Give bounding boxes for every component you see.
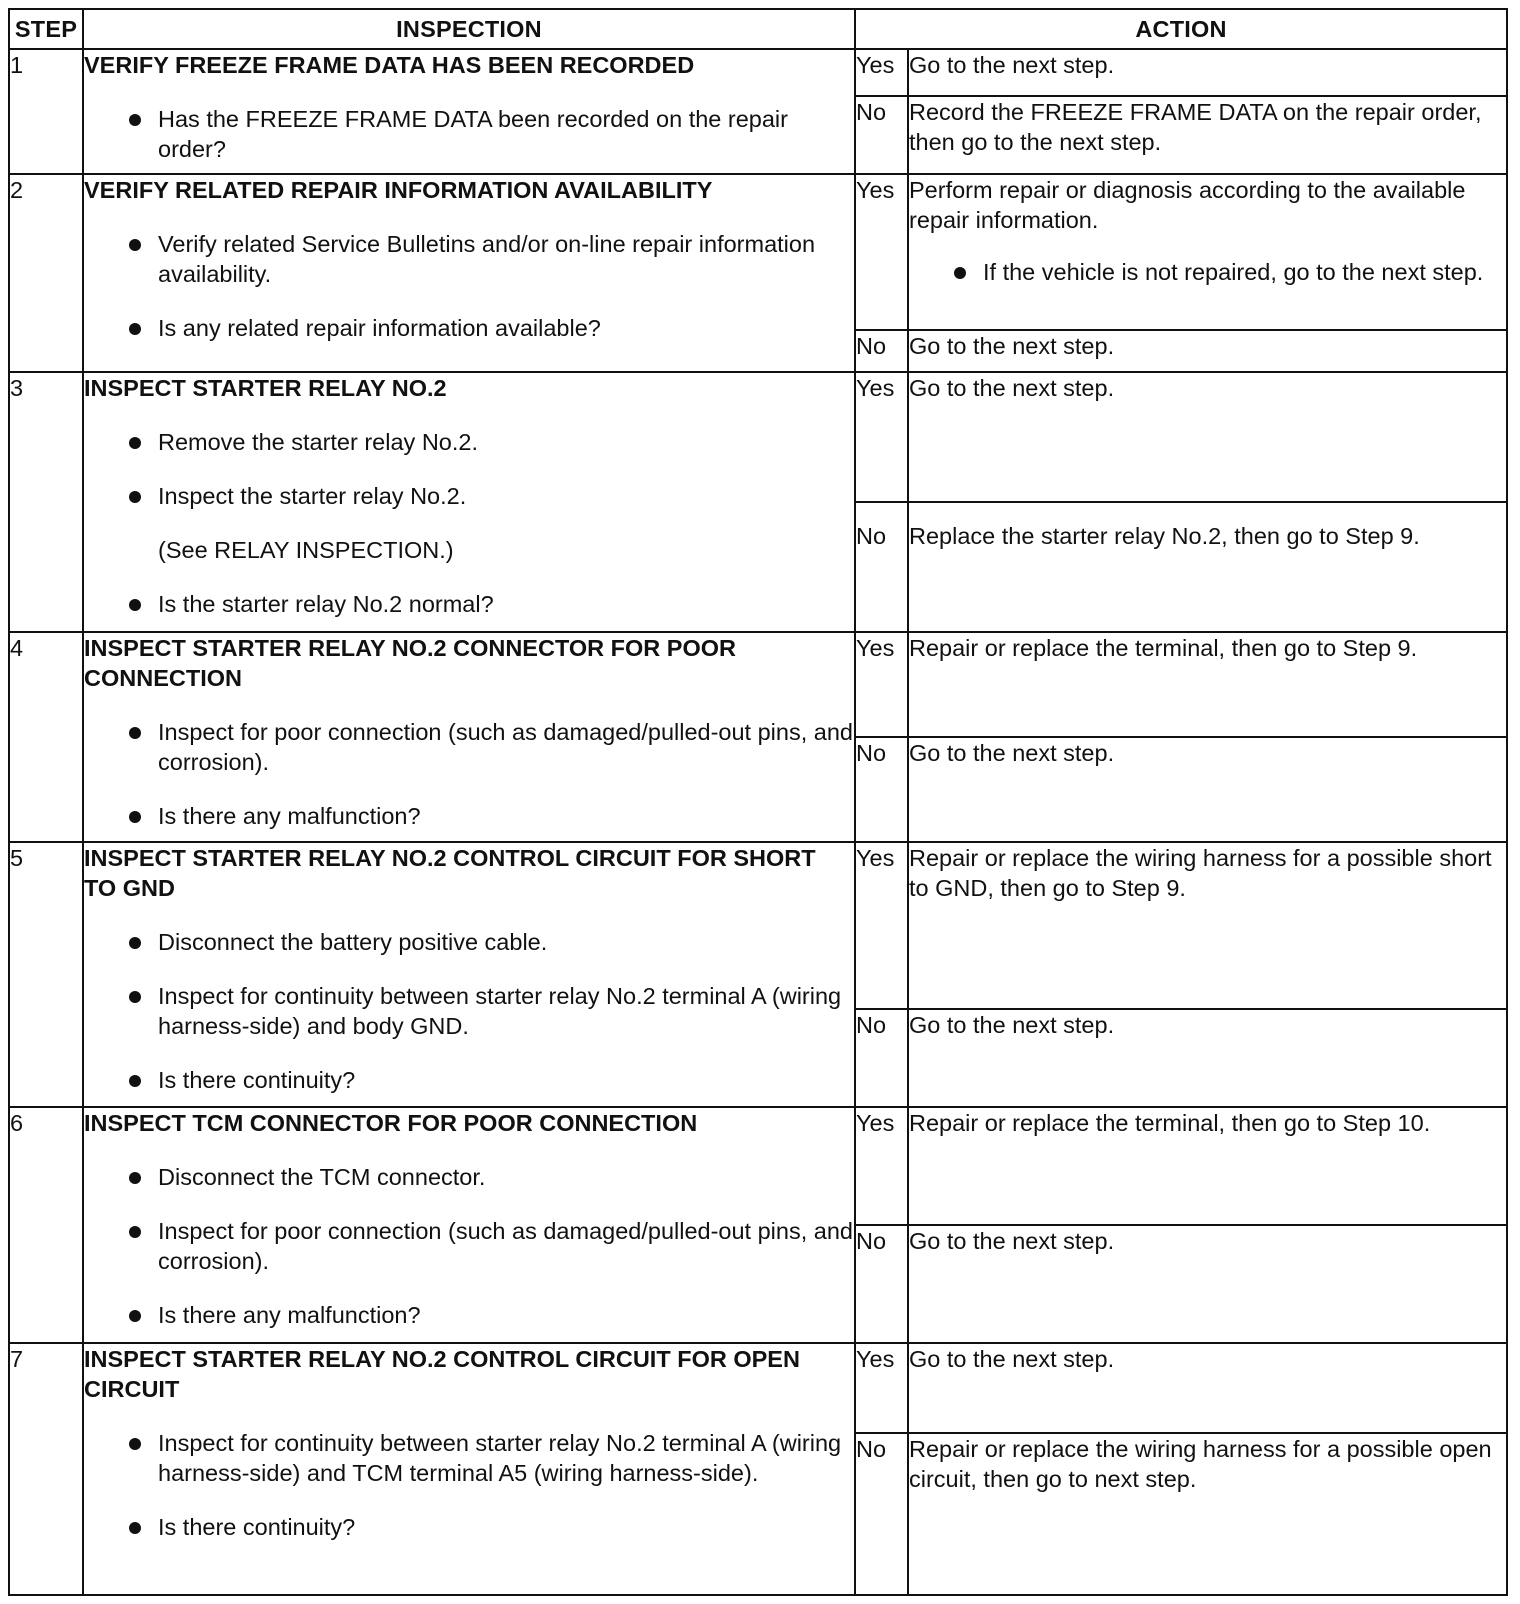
bullet-list (84, 717, 854, 831)
bullet-list (84, 927, 854, 1095)
step-number: 2 (9, 174, 83, 372)
step-number: 7 (9, 1343, 83, 1595)
yes-action: Repair or replace the terminal, then go to Step 9. (908, 632, 1507, 737)
no-action: Go to the next step. (908, 330, 1507, 372)
step-title: INSPECT STARTER RELAY NO.2 (84, 375, 447, 401)
step-title: VERIFY RELATED REPAIR INFORMATION AVAILABILITY (84, 177, 713, 203)
yes-label: Yes (855, 49, 908, 96)
no-label: No (855, 1433, 908, 1595)
bullet-item: Is there any malfunction? (84, 1300, 854, 1330)
step-number: 1 (9, 49, 83, 174)
no-action: Go to the next step. (908, 1225, 1507, 1343)
no-action: Replace the starter relay No.2, then go to Step 9. (908, 502, 1507, 632)
step-title: VERIFY FREEZE FRAME DATA HAS BEEN RECORDED (84, 52, 695, 78)
bullet-item: Is there continuity? (84, 1065, 854, 1095)
no-label: No (855, 96, 908, 174)
bullet-item: Inspect for poor connection (such as damaged/pulled-out pins, and corrosion). (84, 1216, 854, 1276)
no-action: Record the FREEZE FRAME DATA on the repair order, then go to the next step. (908, 96, 1507, 174)
no-label: No (855, 1225, 908, 1343)
no-label: No (855, 502, 908, 632)
step-inspection (83, 632, 855, 842)
no-label: No (855, 1009, 908, 1107)
no-action: Go to the next step. (908, 737, 1507, 842)
yes-label: Yes (855, 372, 908, 502)
step-number: 5 (9, 842, 83, 1107)
bullet-item: Disconnect the battery positive cable. (84, 927, 854, 957)
step-2-yes-row (9, 174, 1507, 330)
step-inspection (83, 174, 855, 372)
step-title: INSPECT STARTER RELAY NO.2 CONNECTOR FOR POOR CONNECTION (84, 635, 736, 691)
yes-label: Yes (855, 1107, 908, 1225)
no-label: No (855, 330, 908, 372)
no-action: Repair or replace the wiring harness for a possible open circuit, then go to next step. (908, 1433, 1507, 1595)
yes-action-cell (908, 174, 1507, 330)
yes-label: Yes (855, 1343, 908, 1433)
step-title: INSPECT STARTER RELAY NO.2 CONTROL CIRCUIT FOR OPEN CIRCUIT (84, 1346, 800, 1402)
yes-label: Yes (855, 174, 908, 330)
step-inspection (83, 372, 855, 632)
yes-label: Yes (855, 632, 908, 737)
yes-action: Repair or replace the terminal, then go to Step 10. (908, 1107, 1507, 1225)
bullet-list (84, 1428, 854, 1542)
bullet-item: Has the FREEZE FRAME DATA been recorded on the repair order? (84, 104, 854, 164)
bullet-item: Inspect the starter relay No.2. (84, 481, 854, 511)
yes-label: Yes (855, 842, 908, 1009)
header-inspection: INSPECTION (83, 9, 855, 49)
bullet-item: Remove the starter relay No.2. (84, 427, 854, 457)
yes-action: Go to the next step. (908, 49, 1507, 96)
bullet-list (84, 104, 854, 164)
step-1-yes-row (9, 49, 1507, 96)
step-number: 3 (9, 372, 83, 632)
bullet-item: Is there any malfunction? (84, 801, 854, 831)
step-title: INSPECT STARTER RELAY NO.2 CONTROL CIRCUIT FOR SHORT TO GND (84, 845, 816, 901)
yes-action: Repair or replace the wiring harness for a possible short to GND, then go to Step 9. (908, 842, 1507, 1009)
bullet-item: Is there continuity? (84, 1512, 854, 1542)
bullet-item: Is the starter relay No.2 normal? (84, 589, 854, 619)
step-number: 4 (9, 632, 83, 842)
step-7-yes-row (9, 1343, 1507, 1433)
bullet-list (84, 1162, 854, 1330)
sub-bullet-item: If the vehicle is not repaired, go to the next step. (909, 257, 1506, 287)
diagnostic-procedure-sheet (8, 8, 1506, 1596)
bullet-item: Inspect for continuity between starter relay No.2 terminal A (wiring harness-side) and TCM terminal A5 (wiring harness-side). (84, 1428, 854, 1488)
step-inspection (83, 842, 855, 1107)
yes-action: Go to the next step. (908, 1343, 1507, 1433)
step-inspection (83, 1107, 855, 1343)
yes-action: Perform repair or diagnosis according to the available repair information. (909, 177, 1466, 233)
no-label: No (855, 737, 908, 842)
reference-note: (See RELAY INSPECTION.) (158, 537, 454, 563)
step-number: 6 (9, 1107, 83, 1343)
header-action: ACTION (855, 9, 1507, 49)
bullet-item: Verify related Service Bulletins and/or on-line repair information availability. (84, 229, 854, 289)
no-action: Go to the next step. (908, 1009, 1507, 1107)
step-inspection (83, 1343, 855, 1595)
step-title: INSPECT TCM CONNECTOR FOR POOR CONNECTION (84, 1110, 698, 1136)
step-4-yes-row (9, 632, 1507, 737)
header-step: STEP (9, 9, 83, 49)
bullet-item: Is any related repair information available? (84, 313, 854, 343)
bullet-list (84, 229, 854, 343)
step-3-yes-row (9, 372, 1507, 502)
bullet-item: Inspect for continuity between starter relay No.2 terminal A (wiring harness-side) and body GND. (84, 981, 854, 1041)
bullet-list (84, 427, 854, 619)
step-5-yes-row (9, 842, 1507, 1009)
bullet-item: Disconnect the TCM connector. (84, 1162, 854, 1192)
step-inspection (83, 49, 855, 174)
step-6-yes-row (9, 1107, 1507, 1225)
header-row (9, 9, 1507, 49)
sub-bullet-list (909, 257, 1506, 287)
bullet-item: Inspect for poor connection (such as damaged/pulled-out pins, and corrosion). (84, 717, 854, 777)
diagnostic-table (8, 8, 1508, 1596)
yes-action: Go to the next step. (908, 372, 1507, 502)
